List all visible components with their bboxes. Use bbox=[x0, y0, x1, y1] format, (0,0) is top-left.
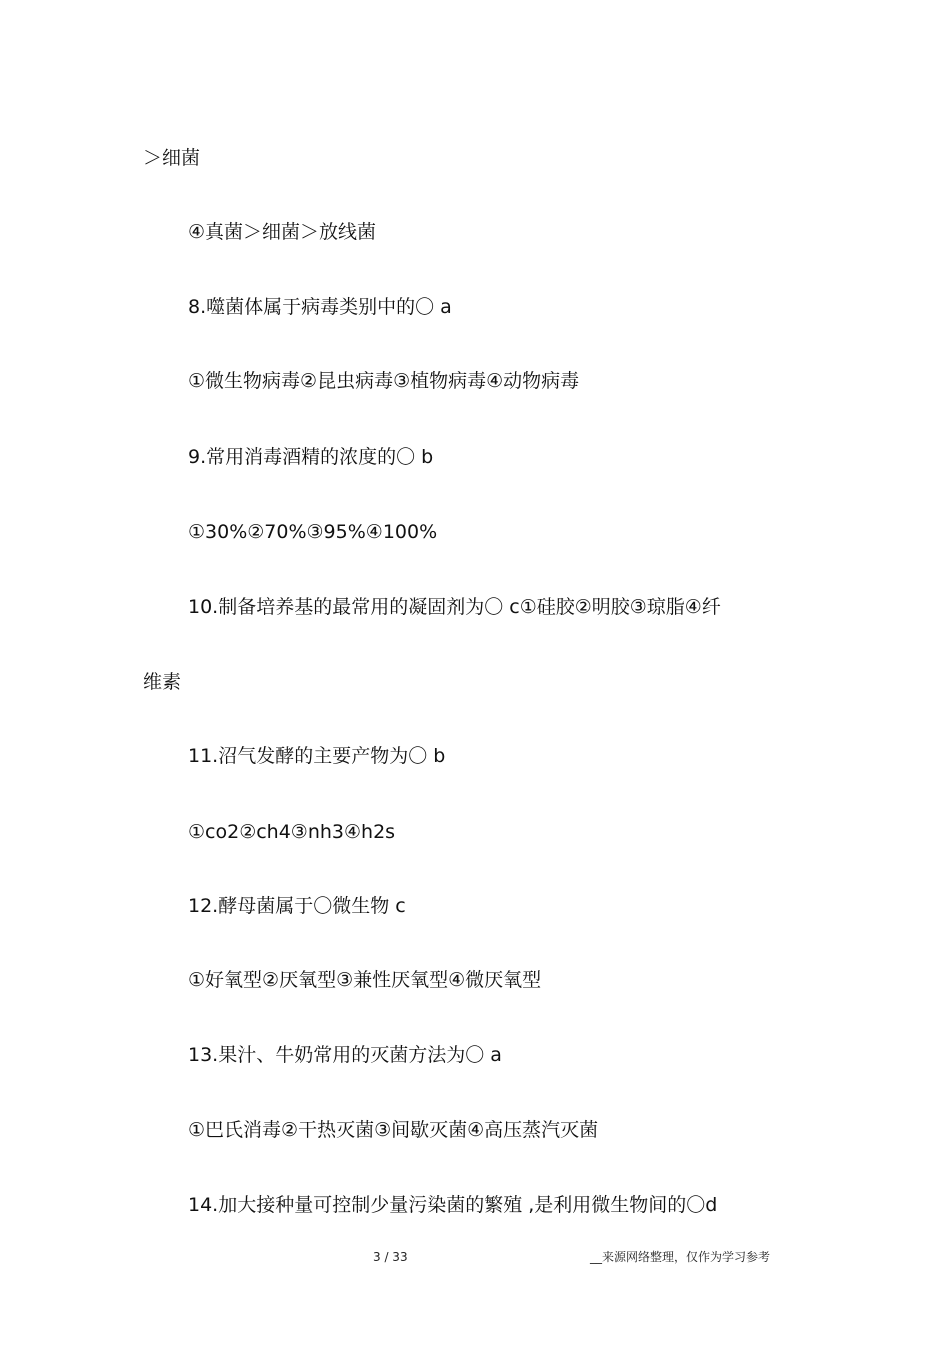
question-11: 11.沼气发酵的主要产物为〇 b bbox=[188, 745, 446, 767]
question-9: 9.常用消毒酒精的浓度的〇 b bbox=[188, 446, 434, 468]
question-10: 10.制备培养基的最常用的凝固剂为〇 c①硅胶②明胶③琼脂④纤 bbox=[188, 596, 721, 618]
question-12: 12.酵母菌属于〇微生物 c bbox=[188, 895, 406, 917]
question-8: 8.噬菌体属于病毒类别中的〇 a bbox=[188, 296, 452, 318]
options-9: ①30%②70%③95%④100% bbox=[188, 521, 438, 543]
page-number: 3 / 33 bbox=[373, 1250, 408, 1264]
source-note: __来源网络整理，仅作为学习参考 bbox=[590, 1250, 771, 1264]
options-13: ①巴氏消毒②干热灭菌③间歇灭菌④高压蒸汽灭菌 bbox=[188, 1119, 599, 1141]
options-8: ①微生物病毒②昆虫病毒③植物病毒④动物病毒 bbox=[188, 370, 580, 392]
options-11: ①co2②ch4③nh3④h2s bbox=[188, 821, 396, 843]
text-line: ④真菌＞细菌＞放线菌 bbox=[188, 221, 377, 243]
question-14: 14.加大接种量可控制少量污染菌的繁殖 ,是利用微生物间的〇d bbox=[188, 1194, 718, 1216]
options-12: ①好氧型②厌氧型③兼性厌氧型④微厌氧型 bbox=[188, 969, 542, 991]
question-13: 13.果汁、牛奶常用的灭菌方法为〇 a bbox=[188, 1044, 502, 1066]
text-line: 维素 bbox=[143, 671, 182, 693]
text-line: ＞细菌 bbox=[143, 147, 201, 169]
